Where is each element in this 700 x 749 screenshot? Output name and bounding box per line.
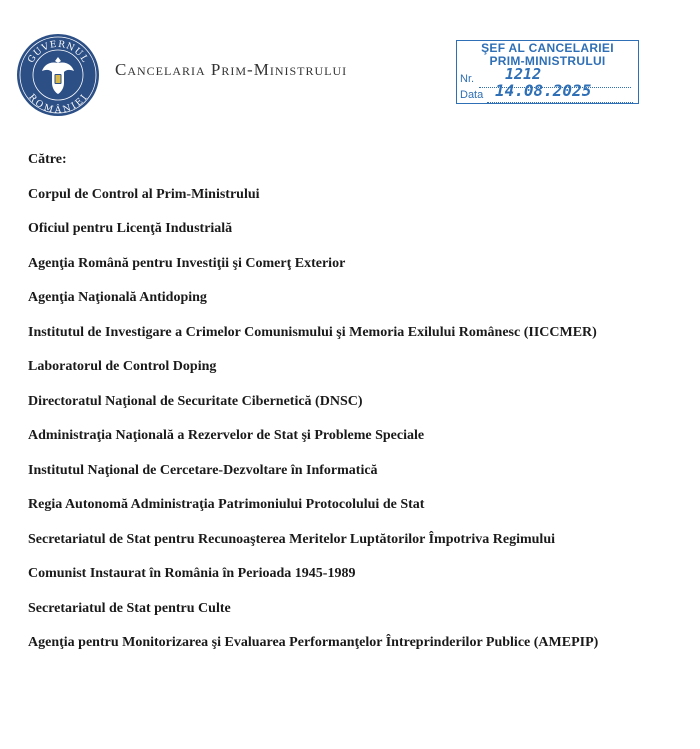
recipient-item: Administraţia Naţională a Rezervelor de Stat şi Probleme Speciale	[28, 428, 425, 443]
recipient-item: Institutul de Investigare a Crimelor Comunismului şi Memoria Exilului Românesc (IICCMER)	[28, 324, 597, 340]
recipient-item: Oficiul pentru Licenţă Industrială	[28, 221, 233, 236]
recipient-item: Institutul Naţional de Cercetare-Dezvoltare în Informatică	[28, 462, 378, 478]
recipient-item: Directoratul Naţional de Securitate Cibernetică (DNSC)	[28, 393, 363, 409]
seal-text-bottom: ROMÂNIEI	[26, 92, 91, 116]
stamp-data-label: Data	[460, 89, 484, 101]
stamp-date-value: 14.08.2025	[495, 81, 592, 100]
addressee-list	[28, 143, 678, 661]
government-seal-logo	[16, 33, 100, 117]
recipient-item: Laboratorul de Control Doping	[28, 359, 217, 374]
recipient-item: Agenţia Română pentru Investiţii şi Comerţ Exterior	[28, 255, 346, 271]
seal-text-top: GUVERNUL	[26, 39, 90, 65]
registration-stamp	[456, 40, 639, 104]
to-label: Către:	[28, 152, 67, 167]
recipient-item: Secretariatul de Stat pentru Culte	[28, 600, 231, 616]
recipient-item: Secretariatul de Stat pentru Recunoaşterea Meritelor Luptătorilor Împotriva Regimului	[28, 531, 555, 547]
recipient-item: Comunist Instaurat în România în Perioada 1945-1989	[28, 566, 356, 581]
header-title: Cancelaria Prim-Ministrului	[115, 60, 348, 79]
stamp-nr-value: 1212	[505, 65, 542, 83]
stamp-line-1: ŞEF AL CANCELARIEI	[481, 41, 614, 55]
recipient-item: Regia Autonomă Administraţia Patrimoniului Protocolului de Stat	[28, 497, 425, 512]
recipient-item: Corpul de Control al Prim-Ministrului	[28, 186, 260, 202]
stamp-nr-label: Nr.	[460, 73, 475, 85]
stamp-line-2: PRIM-MINISTRULUI	[489, 54, 606, 68]
recipient-item: Agenţia pentru Monitorizarea şi Evaluarea Performanţelor Întreprinderilor Publice (AMEPIP)	[28, 635, 599, 650]
recipient-item: Agenţia Naţională Antidoping	[28, 290, 207, 305]
